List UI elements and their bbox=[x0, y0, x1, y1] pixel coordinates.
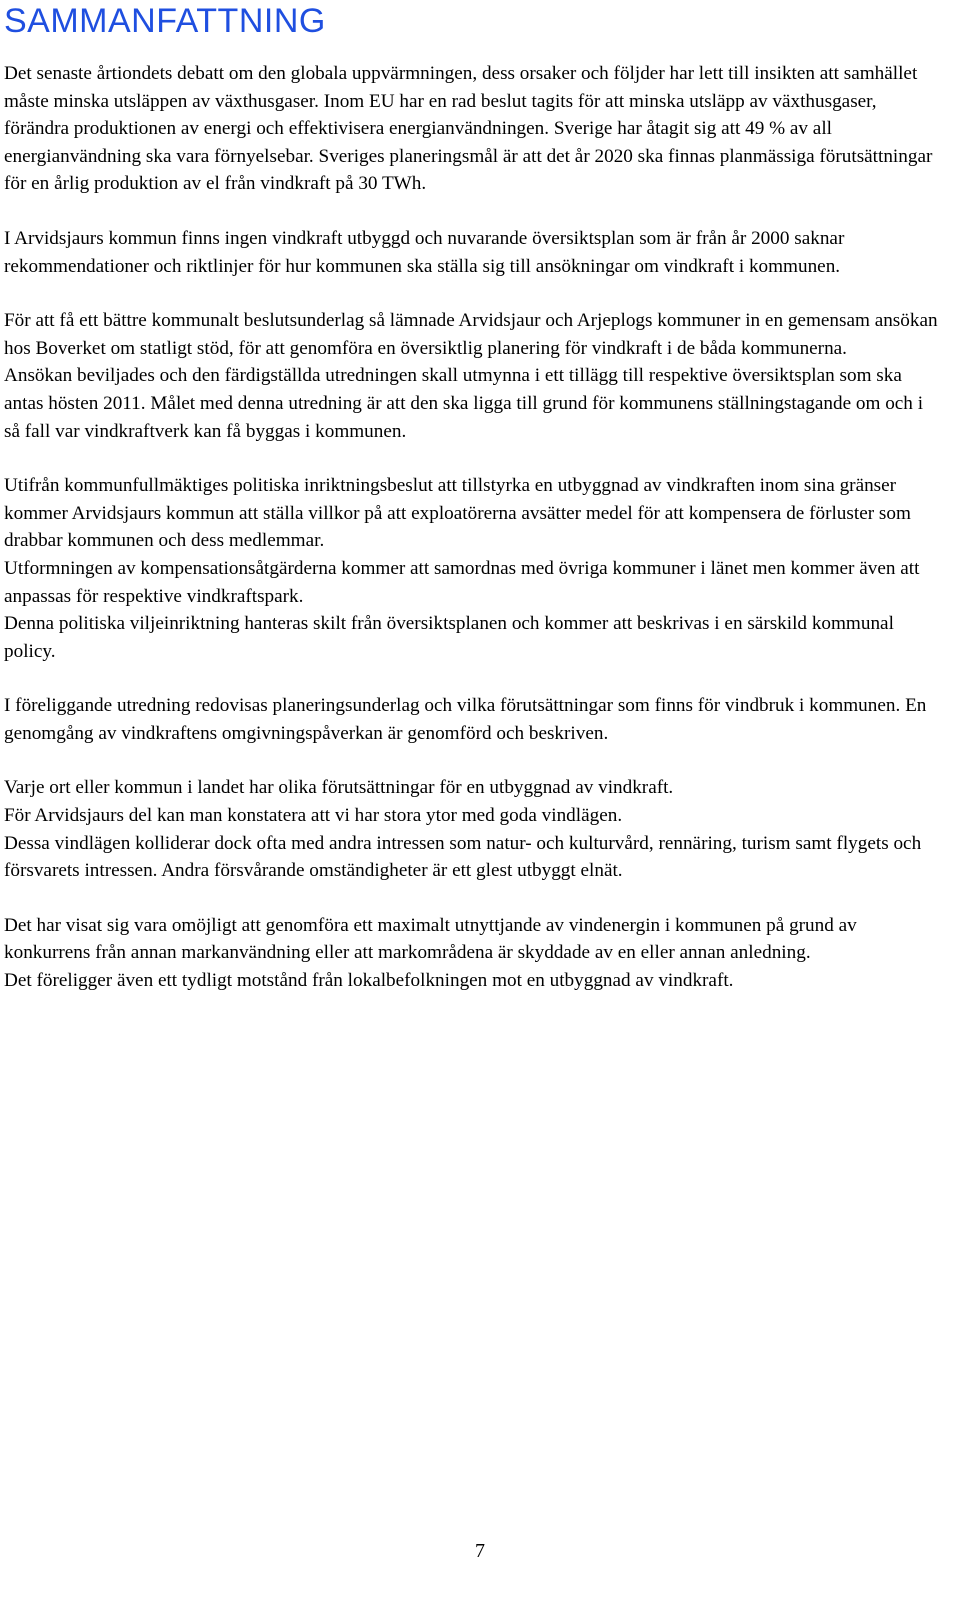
paragraph: Utformningen av kompensationsåtgärderna kommer att samordnas med övriga kommuner i länet men kommer även att anpassas för respektive vindkraftspark. bbox=[4, 557, 920, 607]
paragraph: Ansökan beviljades och den färdigställda utredningen skall utmynna i ett tillägg till respektive översiktsplan som ska antas hösten 2011. Målet med denna utredning är att den ska ligga till grund för kommunens ställningstagande om och i så fall var vindkraftverk kan få byggas i kommunen. bbox=[4, 365, 924, 442]
paragraph: I föreliggande utredning redovisas planeringsunderlag och vilka förutsättningar som finns för vindbruk i kommunen. En genomgång av vindkraftens omgivningspåverkan är genomförd och beskriven. bbox=[4, 695, 927, 744]
page-title: SAMMANFATTNING bbox=[4, 2, 326, 40]
paragraph: Dessa vindlägen kolliderar dock ofta med andra intressen som natur- och kulturvård, rennäring, turism samt flygets och försvarets intressen. Andra försvårande omständigheter är ett glest utbyggt elnät. bbox=[4, 832, 922, 882]
paragraph-block bbox=[4, 307, 940, 445]
paragraph-block bbox=[4, 692, 940, 747]
paragraph: Det senaste årtiondets debatt om den globala uppvärmningen, dess orsaker och följder har lett till insikten att samhället måste minska utsläppen av växthusgaser. Inom EU har en rad beslut tagits för att minska utsläpp av växthusgaser, förändra produktionen av energi och effektivisera energianvändningen. Sverige har åtagit sig att 49 % av all energianvändning ska vara förnyelsebar. Sveriges planeringsmål är att det år 2020 ska finnas planmässiga förutsättningar för en årlig produktion av el från vindkraft på 30 TWh. bbox=[4, 63, 933, 195]
paragraph: För Arvidsjaurs del kan man konstatera att vi har stora ytor med goda vindlägen. bbox=[4, 805, 623, 827]
page-number: 7 bbox=[475, 1540, 485, 1562]
paragraph: Det har visat sig vara omöjligt att genomföra ett maximalt utnyttjande av vindenergin i kommunen på grund av konkurrens från annan markanvändning eller att markområdena är skyddade av en eller annan anledning. bbox=[4, 914, 857, 964]
paragraph-block bbox=[4, 774, 940, 884]
paragraph-block bbox=[4, 60, 940, 198]
paragraph-block bbox=[4, 912, 940, 995]
paragraph: I Arvidsjaurs kommun finns ingen vindkraft utbyggd och nuvarande översiktsplan som är från år 2000 saknar rekommendationer och riktlinjer för hur kommunen ska ställa sig till ansökningar om vindkraft i kommunen. bbox=[4, 227, 845, 277]
paragraph: Varje ort eller kommun i landet har olika förutsättningar för en utbyggnad av vindkraft. bbox=[4, 777, 674, 799]
paragraph: Utifrån kommunfullmäktiges politiska inriktningsbeslut att tillstyrka en utbyggnad av vindkraften inom sina gränser kommer Arvidsjaurs kommun att ställa villkor på att exploatörerna avsätter medel för att kompensera de förluster som drabbar kommunen och dess medlemmar. bbox=[4, 475, 911, 552]
paragraph: Denna politiska viljeinriktning hanteras skilt från översiktsplanen och kommer att beskrivas i en särskild kommunal policy. bbox=[4, 613, 894, 662]
paragraph-block bbox=[4, 472, 940, 665]
paragraph: Det föreligger även ett tydligt motstånd från lokalbefolkningen mot en utbyggnad av vindkraft. bbox=[4, 970, 734, 992]
paragraph-block bbox=[4, 225, 940, 280]
paragraph: För att få ett bättre kommunalt beslutsunderlag så lämnade Arvidsjaur och Arjeplogs kommuner in en gemensam ansökan hos Boverket om statligt stöd, för att genomföra en översiktlig planering för vindkraft i de båda kommunerna. bbox=[4, 310, 938, 359]
